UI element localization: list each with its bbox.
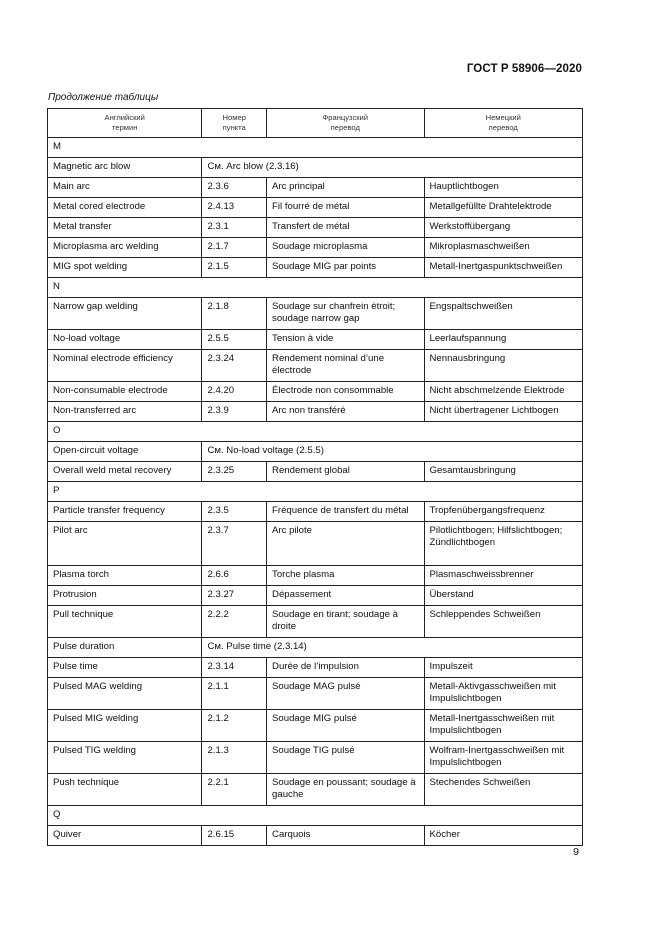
english-term: Open-circuit voltage (48, 442, 202, 462)
german-translation: Leerlaufspannung (424, 330, 583, 350)
french-translation: Durée de l’impulsion (267, 658, 424, 678)
table-row (48, 402, 583, 422)
english-term: Non-transferred arc (48, 402, 202, 422)
french-translation: Arc pilote (267, 522, 424, 566)
clause-number: 2.6.6 (202, 566, 267, 586)
clause-number: 2.3.14 (202, 658, 267, 678)
french-translation: Fréquence de transfert du métal (267, 502, 424, 522)
table-row (48, 462, 583, 482)
english-term: Pulsed MAG welding (48, 678, 202, 710)
english-term: Pilot arc (48, 522, 202, 566)
english-term: Push technique (48, 774, 202, 806)
english-term: MIG spot welding (48, 258, 202, 278)
terms-table (47, 108, 583, 846)
french-translation: Fil fourré de métal (267, 198, 424, 218)
section-letter: N (48, 278, 583, 298)
english-term: Particle transfer frequency (48, 502, 202, 522)
column-header-french: Французский перевод (267, 109, 424, 138)
clause-number: 2.2.2 (202, 606, 267, 638)
table-row (48, 198, 583, 218)
clause-number: 2.1.2 (202, 710, 267, 742)
english-term: Pulse time (48, 658, 202, 678)
page-number: 9 (573, 846, 579, 858)
table-row (48, 238, 583, 258)
table-row (48, 826, 583, 846)
table-row (48, 586, 583, 606)
french-translation: Soudage en poussant; soudage à gauche (267, 774, 424, 806)
french-translation: Rendement nominal d’une électrode (267, 350, 424, 382)
french-translation: Arc non transféré (267, 402, 424, 422)
english-term: Pulsed MIG welding (48, 710, 202, 742)
section-letter-row (48, 138, 583, 158)
clause-number: 2.5.5 (202, 330, 267, 350)
french-translation: Soudage MAG pulsé (267, 678, 424, 710)
clause-number: 2.3.5 (202, 502, 267, 522)
english-term: Plasma torch (48, 566, 202, 586)
german-translation: Metallgefüllte Drahtelektrode (424, 198, 583, 218)
german-translation: Schleppendes Schweißen (424, 606, 583, 638)
section-letter: M (48, 138, 583, 158)
german-translation: Metall-Aktivgasschweißen mit Impulslichtbogen (424, 678, 583, 710)
table-row (48, 606, 583, 638)
clause-number: 2.4.13 (202, 198, 267, 218)
french-translation: Transfert de métal (267, 218, 424, 238)
table-row (48, 502, 583, 522)
clause-number: 2.3.27 (202, 586, 267, 606)
german-translation: Stechendes Schweißen (424, 774, 583, 806)
english-term: Non-consumable electrode (48, 382, 202, 402)
french-translation: Soudage en tirant; soudage à droite (267, 606, 424, 638)
french-translation: Rendement global (267, 462, 424, 482)
english-term: Nominal electrode efficiency (48, 350, 202, 382)
clause-number: 2.3.9 (202, 402, 267, 422)
clause-number: 2.1.5 (202, 258, 267, 278)
table-row (48, 678, 583, 710)
table-row (48, 522, 583, 566)
section-letter: P (48, 482, 583, 502)
french-translation: Électrode non consommable (267, 382, 424, 402)
german-translation: Nicht übertragener Lichtbogen (424, 402, 583, 422)
german-translation: Nennausbringung (424, 350, 583, 382)
english-term: Pull technique (48, 606, 202, 638)
french-translation: Soudage MIG pulsé (267, 710, 424, 742)
german-translation: Engspaltschweißen (424, 298, 583, 330)
french-translation: Arc principal (267, 178, 424, 198)
german-translation: Werkstoffübergang (424, 218, 583, 238)
cross-reference: См. No-load voltage (2.5.5) (202, 442, 583, 462)
english-term: Metal cored electrode (48, 198, 202, 218)
section-letter-row (48, 806, 583, 826)
cross-reference: См. Pulse time (2.3.14) (202, 638, 583, 658)
english-term: Pulsed TIG welding (48, 742, 202, 774)
table-row (48, 658, 583, 678)
french-translation: Carquois (267, 826, 424, 846)
clause-number: 2.3.7 (202, 522, 267, 566)
table-caption: Продолжение таблицы (48, 92, 159, 103)
clause-number: 2.3.6 (202, 178, 267, 198)
german-translation: Pilotlichtbogen; Hilfslichtbogen; Zündlichtbogen (424, 522, 583, 566)
column-header-english: Английский термин (48, 109, 202, 138)
english-term: Microplasma arc welding (48, 238, 202, 258)
german-translation: Nicht abschmelzende Elektrode (424, 382, 583, 402)
german-translation: Plasmaschweissbrenner (424, 566, 583, 586)
english-term: Quiver (48, 826, 202, 846)
section-letter-row (48, 278, 583, 298)
german-translation: Gesamtausbringung (424, 462, 583, 482)
french-translation: Dépassement (267, 586, 424, 606)
table-row (48, 258, 583, 278)
table-row (48, 158, 583, 178)
clause-number: 2.1.3 (202, 742, 267, 774)
document-code: ГОСТ Р 58906—2020 (466, 63, 582, 75)
french-translation: Soudage MIG par points (267, 258, 424, 278)
cross-reference: См. Arc blow (2.3.16) (202, 158, 583, 178)
german-translation: Hauptlichtbogen (424, 178, 583, 198)
column-header-number: Номер пункта (202, 109, 267, 138)
table-row (48, 638, 583, 658)
table-row (48, 298, 583, 330)
german-translation: Köcher (424, 826, 583, 846)
english-term: Overall weld metal recovery (48, 462, 202, 482)
clause-number: 2.1.8 (202, 298, 267, 330)
clause-number: 2.6.15 (202, 826, 267, 846)
german-translation: Metall-Inertgasschweißen mit Impulslichtbogen (424, 710, 583, 742)
german-translation: Überstand (424, 586, 583, 606)
section-letter: O (48, 422, 583, 442)
german-translation: Tropfenübergangsfrequenz (424, 502, 583, 522)
table-row (48, 710, 583, 742)
english-term: Main arc (48, 178, 202, 198)
clause-number: 2.1.1 (202, 678, 267, 710)
section-letter-row (48, 482, 583, 502)
french-translation: Soudage microplasma (267, 238, 424, 258)
clause-number: 2.2.1 (202, 774, 267, 806)
english-term: Protrusion (48, 586, 202, 606)
german-translation: Mikroplasmaschweißen (424, 238, 583, 258)
table-row (48, 566, 583, 586)
header-row (48, 109, 583, 138)
table-row (48, 382, 583, 402)
table-row (48, 218, 583, 238)
clause-number: 2.3.24 (202, 350, 267, 382)
table-row (48, 330, 583, 350)
clause-number: 2.3.1 (202, 218, 267, 238)
english-term: No-load voltage (48, 330, 202, 350)
clause-number: 2.4.20 (202, 382, 267, 402)
table-row (48, 178, 583, 198)
column-header-german: Немецкий перевод (424, 109, 583, 138)
french-translation: Soudage sur chanfrein étroit; soudage narrow gap (267, 298, 424, 330)
table-row (48, 774, 583, 806)
french-translation: Soudage TIG pulsé (267, 742, 424, 774)
french-translation: Tension à vide (267, 330, 424, 350)
clause-number: 2.3.25 (202, 462, 267, 482)
french-translation: Torche plasma (267, 566, 424, 586)
table-row (48, 442, 583, 462)
german-translation: Wolfram-Inertgasschweißen mit Impulslichtbogen (424, 742, 583, 774)
table-row (48, 350, 583, 382)
english-term: Narrow gap welding (48, 298, 202, 330)
german-translation: Impulszeit (424, 658, 583, 678)
english-term: Pulse duration (48, 638, 202, 658)
section-letter-row (48, 422, 583, 442)
section-letter: Q (48, 806, 583, 826)
table-row (48, 742, 583, 774)
german-translation: Metall-Inertgaspunktschweißen (424, 258, 583, 278)
english-term: Magnetic arc blow (48, 158, 202, 178)
clause-number: 2.1.7 (202, 238, 267, 258)
english-term: Metal transfer (48, 218, 202, 238)
